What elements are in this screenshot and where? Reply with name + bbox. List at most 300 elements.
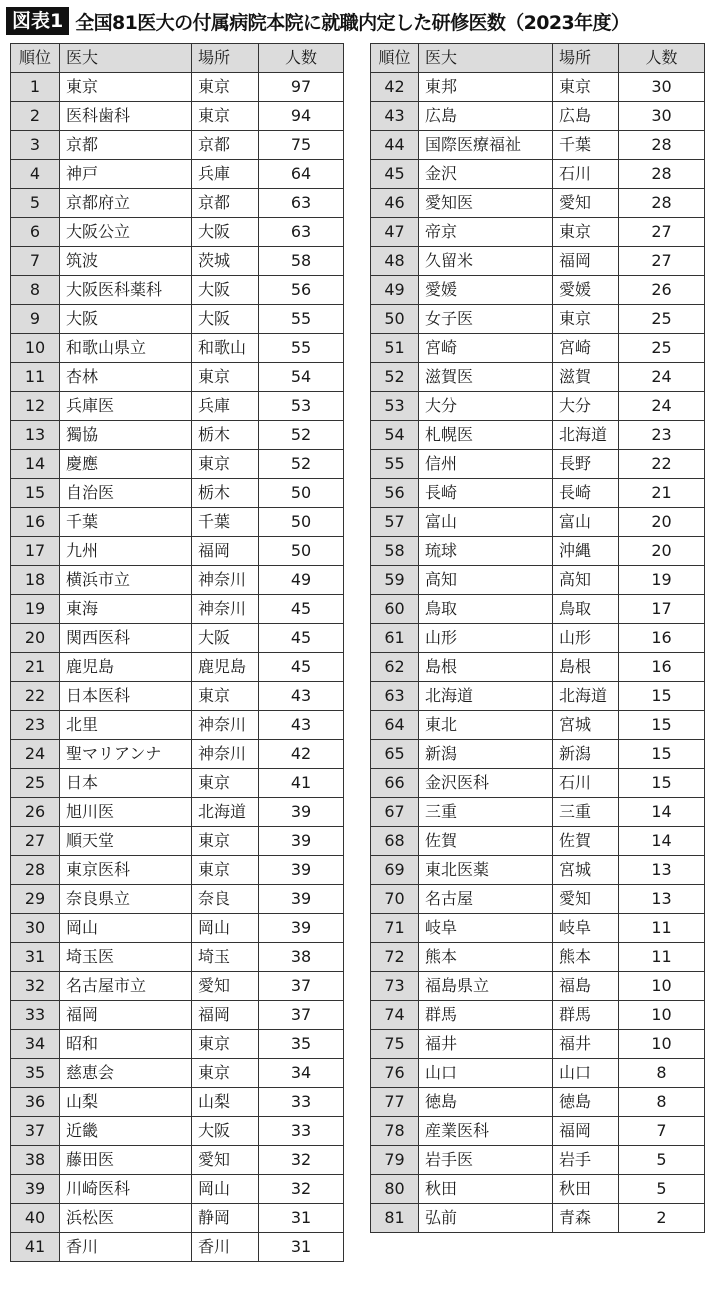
figure-title-text: 全国81医大の付属病院本院に就職内定した研修医数（2023年度） [75,11,630,34]
university-cell: 奈良県立 [60,885,192,914]
rank-cell: 3 [11,131,60,160]
university-cell: 聖マリアンナ [60,740,192,769]
location-cell: 埼玉 [192,943,259,972]
rank-cell: 25 [11,769,60,798]
count-cell: 52 [259,450,344,479]
rank-cell: 17 [11,537,60,566]
university-cell: 浜松医 [60,1204,192,1233]
rank-cell: 11 [11,363,60,392]
count-cell: 14 [619,798,705,827]
table-row [371,566,705,595]
table-row [371,943,705,972]
university-cell: 東北 [419,711,553,740]
university-cell: 香川 [60,1233,192,1262]
location-cell: 和歌山 [192,334,259,363]
table-row [371,1146,705,1175]
count-cell: 16 [619,624,705,653]
rank-cell: 72 [371,943,419,972]
rank-cell: 62 [371,653,419,682]
table-row [11,711,344,740]
location-cell: 山梨 [192,1088,259,1117]
rank-cell: 28 [11,856,60,885]
university-cell: 川崎医科 [60,1175,192,1204]
count-cell: 53 [259,392,344,421]
table-row [371,479,705,508]
count-cell: 26 [619,276,705,305]
rank-cell: 50 [371,305,419,334]
rank-cell: 40 [11,1204,60,1233]
rank-cell: 13 [11,421,60,450]
table-row [11,566,344,595]
rank-cell: 31 [11,943,60,972]
figure-title [6,6,629,36]
count-cell: 5 [619,1175,705,1204]
rank-cell: 63 [371,682,419,711]
table-row [11,1088,344,1117]
location-cell: 福井 [553,1030,619,1059]
rank-cell: 74 [371,1001,419,1030]
table-row [11,334,344,363]
count-cell: 39 [259,856,344,885]
rank-cell: 9 [11,305,60,334]
rank-cell: 12 [11,392,60,421]
rank-cell: 69 [371,856,419,885]
location-cell: 京都 [192,131,259,160]
location-cell: 東京 [192,1030,259,1059]
table-header-row [11,44,344,73]
table-row [371,827,705,856]
location-cell: 愛知 [553,885,619,914]
table-row [11,798,344,827]
location-cell: 石川 [553,769,619,798]
location-cell: 愛知 [192,1146,259,1175]
table-row [371,334,705,363]
university-cell: 名古屋市立 [60,972,192,1001]
location-cell: 神奈川 [192,595,259,624]
count-cell: 35 [259,1030,344,1059]
rank-cell: 65 [371,740,419,769]
count-cell: 75 [259,131,344,160]
count-cell: 21 [619,479,705,508]
table-row [11,595,344,624]
university-cell: 富山 [419,508,553,537]
location-cell: 徳島 [553,1088,619,1117]
header-count: 人数 [619,44,705,73]
count-cell: 30 [619,73,705,102]
table-row [371,392,705,421]
count-cell: 19 [619,566,705,595]
count-cell: 10 [619,1030,705,1059]
rank-cell: 36 [11,1088,60,1117]
location-cell: 福岡 [553,247,619,276]
rank-cell: 52 [371,363,419,392]
table-row [11,885,344,914]
count-cell: 39 [259,914,344,943]
count-cell: 33 [259,1088,344,1117]
university-cell: 東邦 [419,73,553,102]
university-cell: 名古屋 [419,885,553,914]
table-row [11,508,344,537]
university-cell: 島根 [419,653,553,682]
table-row [371,653,705,682]
table-row [371,247,705,276]
rank-cell: 53 [371,392,419,421]
table-row [11,943,344,972]
count-cell: 7 [619,1117,705,1146]
rank-cell: 64 [371,711,419,740]
rank-cell: 44 [371,131,419,160]
table-row [371,450,705,479]
rank-cell: 35 [11,1059,60,1088]
table-row [371,1204,705,1233]
rank-cell: 80 [371,1175,419,1204]
count-cell: 17 [619,595,705,624]
university-cell: 東海 [60,595,192,624]
university-cell: 神戸 [60,160,192,189]
location-cell: 宮城 [553,856,619,885]
rank-cell: 41 [11,1233,60,1262]
university-cell: 九州 [60,537,192,566]
rank-cell: 79 [371,1146,419,1175]
table-row [11,73,344,102]
location-cell: 東京 [192,769,259,798]
header-count: 人数 [259,44,344,73]
count-cell: 27 [619,218,705,247]
table-row [371,856,705,885]
count-cell: 43 [259,711,344,740]
university-cell: 信州 [419,450,553,479]
rank-cell: 4 [11,160,60,189]
rank-cell: 59 [371,566,419,595]
count-cell: 45 [259,624,344,653]
location-cell: 長野 [553,450,619,479]
table-row [11,740,344,769]
count-cell: 15 [619,682,705,711]
count-cell: 94 [259,102,344,131]
university-cell: 旭川医 [60,798,192,827]
location-cell: 東京 [192,682,259,711]
table-row [371,421,705,450]
location-cell: 大分 [553,392,619,421]
table-row [11,537,344,566]
university-cell: 慈恵会 [60,1059,192,1088]
table-row [11,1117,344,1146]
count-cell: 11 [619,943,705,972]
count-cell: 56 [259,276,344,305]
location-cell: 岡山 [192,914,259,943]
count-cell: 49 [259,566,344,595]
location-cell: 沖縄 [553,537,619,566]
location-cell: 奈良 [192,885,259,914]
location-cell: 鳥取 [553,595,619,624]
rank-cell: 47 [371,218,419,247]
university-cell: 筑波 [60,247,192,276]
university-cell: 鹿児島 [60,653,192,682]
location-cell: 東京 [192,1059,259,1088]
university-cell: 千葉 [60,508,192,537]
location-cell: 愛知 [192,972,259,1001]
university-cell: 愛媛 [419,276,553,305]
rank-cell: 29 [11,885,60,914]
header-university: 医大 [419,44,553,73]
location-cell: 香川 [192,1233,259,1262]
count-cell: 5 [619,1146,705,1175]
location-cell: 東京 [192,856,259,885]
header-rank: 順位 [371,44,419,73]
location-cell: 兵庫 [192,160,259,189]
count-cell: 8 [619,1059,705,1088]
university-cell: 秋田 [419,1175,553,1204]
rank-cell: 19 [11,595,60,624]
university-cell: 医科歯科 [60,102,192,131]
count-cell: 39 [259,827,344,856]
university-cell: 順天堂 [60,827,192,856]
rank-cell: 10 [11,334,60,363]
rank-cell: 46 [371,189,419,218]
count-cell: 64 [259,160,344,189]
count-cell: 34 [259,1059,344,1088]
count-cell: 28 [619,189,705,218]
location-cell: 福島 [553,972,619,1001]
university-cell: 大阪医科薬科 [60,276,192,305]
count-cell: 20 [619,508,705,537]
table-row [11,653,344,682]
count-cell: 39 [259,885,344,914]
university-cell: 東北医薬 [419,856,553,885]
count-cell: 24 [619,392,705,421]
count-cell: 58 [259,247,344,276]
table-row [11,1175,344,1204]
rank-cell: 27 [11,827,60,856]
count-cell: 13 [619,885,705,914]
rank-cell: 54 [371,421,419,450]
university-cell: 徳島 [419,1088,553,1117]
table-row [11,624,344,653]
university-cell: 自治医 [60,479,192,508]
rank-cell: 24 [11,740,60,769]
university-cell: 金沢医科 [419,769,553,798]
university-cell: 福島県立 [419,972,553,1001]
header-location: 場所 [192,44,259,73]
rank-cell: 71 [371,914,419,943]
university-cell: 大阪 [60,305,192,334]
university-cell: 滋賀医 [419,363,553,392]
university-cell: 佐賀 [419,827,553,856]
university-cell: 東京医科 [60,856,192,885]
rank-cell: 58 [371,537,419,566]
university-cell: 慶應 [60,450,192,479]
university-cell: 杏林 [60,363,192,392]
location-cell: 栃木 [192,421,259,450]
table-row [11,479,344,508]
location-cell: 長崎 [553,479,619,508]
count-cell: 50 [259,479,344,508]
rank-cell: 18 [11,566,60,595]
rank-cell: 76 [371,1059,419,1088]
table-header-row [371,44,705,73]
count-cell: 38 [259,943,344,972]
count-cell: 28 [619,160,705,189]
location-cell: 大阪 [192,1117,259,1146]
count-cell: 15 [619,769,705,798]
table-row [11,247,344,276]
count-cell: 63 [259,218,344,247]
count-cell: 43 [259,682,344,711]
table-row [371,1175,705,1204]
table-row [371,798,705,827]
location-cell: 福岡 [192,1001,259,1030]
rank-cell: 22 [11,682,60,711]
table-row [11,1204,344,1233]
university-cell: 三重 [419,798,553,827]
table-row [11,682,344,711]
table-row [11,305,344,334]
location-cell: 東京 [192,450,259,479]
table-row [371,914,705,943]
location-cell: 北海道 [553,682,619,711]
university-cell: 弘前 [419,1204,553,1233]
university-cell: 京都府立 [60,189,192,218]
count-cell: 8 [619,1088,705,1117]
location-cell: 東京 [192,827,259,856]
count-cell: 14 [619,827,705,856]
count-cell: 27 [619,247,705,276]
rank-cell: 55 [371,450,419,479]
rank-cell: 42 [371,73,419,102]
count-cell: 32 [259,1146,344,1175]
university-cell: 京都 [60,131,192,160]
rank-cell: 23 [11,711,60,740]
rank-cell: 73 [371,972,419,1001]
count-cell: 31 [259,1233,344,1262]
university-cell: 宮崎 [419,334,553,363]
table-row [11,827,344,856]
university-cell: 金沢 [419,160,553,189]
table-row [371,740,705,769]
table-row [11,914,344,943]
university-cell: 岐阜 [419,914,553,943]
location-cell: 富山 [553,508,619,537]
location-cell: 大阪 [192,276,259,305]
university-cell: 近畿 [60,1117,192,1146]
table-row [371,885,705,914]
university-cell: 兵庫医 [60,392,192,421]
rank-cell: 26 [11,798,60,827]
university-cell: 福井 [419,1030,553,1059]
location-cell: 北海道 [553,421,619,450]
university-cell: 獨協 [60,421,192,450]
location-cell: 高知 [553,566,619,595]
table-row [11,131,344,160]
table-row [11,1146,344,1175]
header-location: 場所 [553,44,619,73]
table-row [371,1117,705,1146]
university-cell: 和歌山県立 [60,334,192,363]
count-cell: 13 [619,856,705,885]
count-cell: 50 [259,537,344,566]
table-row [371,1059,705,1088]
location-cell: 青森 [553,1204,619,1233]
header-rank: 順位 [11,44,60,73]
rank-cell: 15 [11,479,60,508]
university-cell: 北里 [60,711,192,740]
table-row [371,218,705,247]
count-cell: 32 [259,1175,344,1204]
count-cell: 16 [619,653,705,682]
university-cell: 山梨 [60,1088,192,1117]
university-cell: 帝京 [419,218,553,247]
rank-cell: 16 [11,508,60,537]
table-row [371,131,705,160]
table-row [371,1001,705,1030]
university-cell: 久留米 [419,247,553,276]
table-row [371,972,705,1001]
rank-cell: 32 [11,972,60,1001]
location-cell: 東京 [553,73,619,102]
location-cell: 鹿児島 [192,653,259,682]
location-cell: 東京 [192,363,259,392]
count-cell: 52 [259,421,344,450]
table-row [371,189,705,218]
university-cell: 福岡 [60,1001,192,1030]
university-cell: 琉球 [419,537,553,566]
count-cell: 39 [259,798,344,827]
rank-cell: 67 [371,798,419,827]
rank-cell: 66 [371,769,419,798]
rank-cell: 68 [371,827,419,856]
location-cell: 滋賀 [553,363,619,392]
location-cell: 秋田 [553,1175,619,1204]
table-row [371,102,705,131]
university-cell: 高知 [419,566,553,595]
table-row [11,189,344,218]
count-cell: 22 [619,450,705,479]
rank-cell: 34 [11,1030,60,1059]
university-cell: 関西医科 [60,624,192,653]
rank-cell: 33 [11,1001,60,1030]
location-cell: 熊本 [553,943,619,972]
rank-cell: 78 [371,1117,419,1146]
university-cell: 産業医科 [419,1117,553,1146]
location-cell: 福岡 [192,537,259,566]
table-row [371,624,705,653]
rank-cell: 37 [11,1117,60,1146]
university-cell: 長崎 [419,479,553,508]
count-cell: 30 [619,102,705,131]
university-cell: 群馬 [419,1001,553,1030]
location-cell: 三重 [553,798,619,827]
table-row [11,160,344,189]
rank-cell: 48 [371,247,419,276]
rank-cell: 51 [371,334,419,363]
count-cell: 33 [259,1117,344,1146]
count-cell: 28 [619,131,705,160]
rank-cell: 2 [11,102,60,131]
location-cell: 茨城 [192,247,259,276]
location-cell: 栃木 [192,479,259,508]
university-cell: 広島 [419,102,553,131]
university-cell: 岡山 [60,914,192,943]
table-row [371,711,705,740]
location-cell: 岐阜 [553,914,619,943]
table-row [371,160,705,189]
university-cell: 藤田医 [60,1146,192,1175]
location-cell: 石川 [553,160,619,189]
rank-cell: 8 [11,276,60,305]
count-cell: 24 [619,363,705,392]
rank-cell: 30 [11,914,60,943]
count-cell: 37 [259,1001,344,1030]
